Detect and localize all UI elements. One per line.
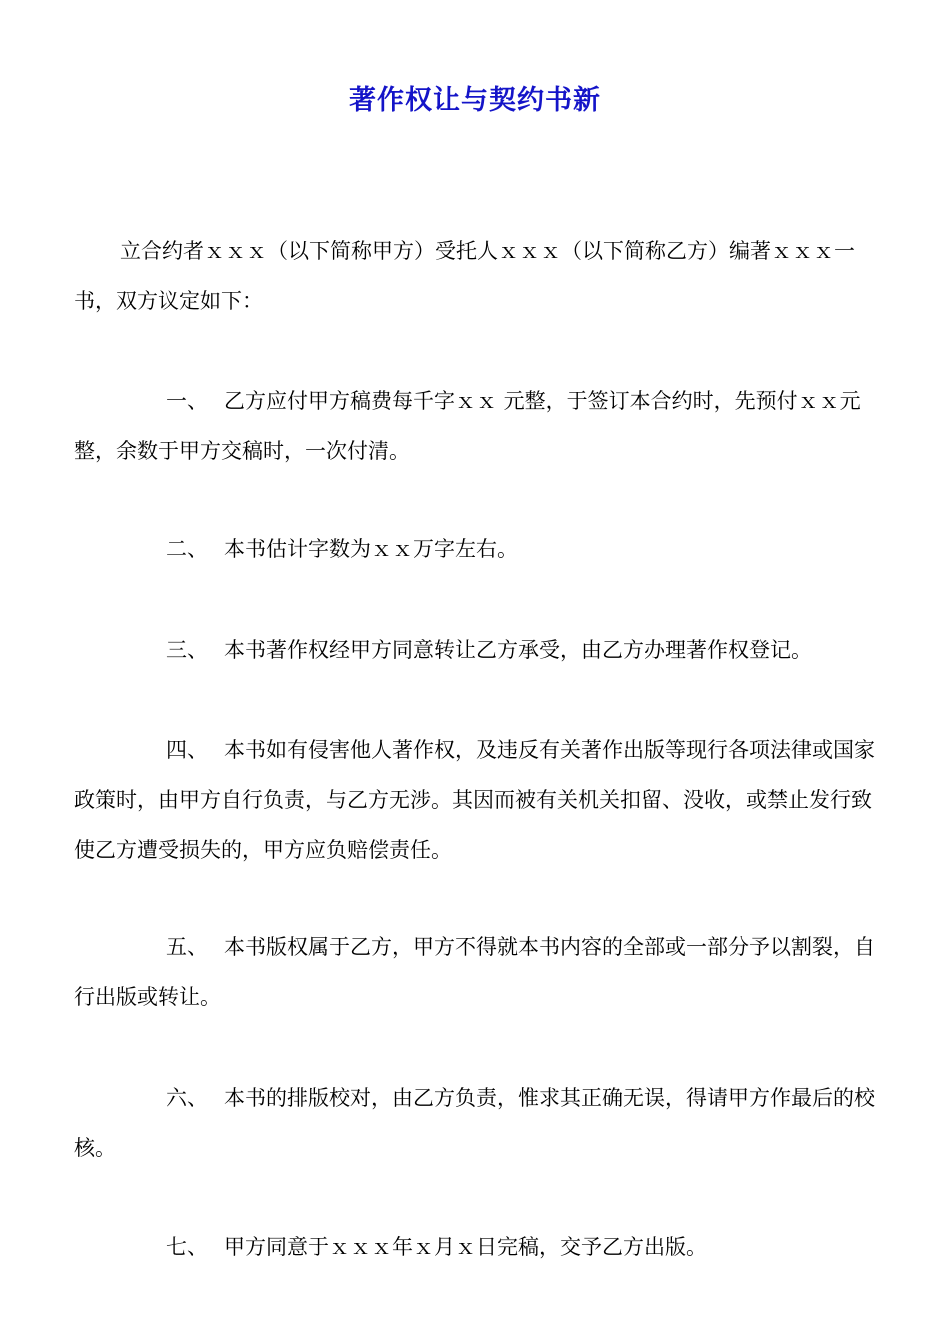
clause-3 — [74, 625, 880, 675]
clause-1 — [74, 376, 880, 476]
clause-6 — [74, 1073, 880, 1173]
clause-text: 本书估计字数为ｘｘ万字左右。 — [224, 537, 518, 561]
clause-5 — [74, 922, 880, 1022]
clause-number: 一、 — [166, 389, 208, 413]
clause-number: 二、 — [166, 537, 208, 561]
document-title: 著作权让与契约书新 — [349, 85, 601, 116]
clause-number: 五、 — [166, 935, 208, 959]
clause-text: 本书的排版校对，由乙方负责，惟求其正确无误，得请甲方作最后的校核。 — [74, 1086, 875, 1160]
clause-number: 三、 — [166, 638, 208, 662]
intro-paragraph: 立合约者ｘｘｘ（以下简称甲方）受托人ｘｘｘ（以下简称乙方）编著ｘｘｘ一书，双方议定如下： — [74, 239, 855, 313]
clause-text: 本书著作权经甲方同意转让乙方承受，由乙方办理著作权登记。 — [224, 638, 812, 662]
clause-4 — [74, 725, 880, 875]
clause-number: 六、 — [166, 1086, 208, 1110]
clause-number: 七、 — [166, 1235, 208, 1259]
clause-text: 甲方同意于ｘｘｘ年ｘ月ｘ日完稿，交予乙方出版。 — [224, 1235, 707, 1259]
clause-2 — [74, 524, 880, 574]
clause-number: 四、 — [166, 738, 208, 762]
clause-7 — [74, 1222, 880, 1272]
clause-text: 本书如有侵害他人著作权，及违反有关著作出版等现行各项法律或国家政策时，由甲方自行负责，与乙方无涉。其因而被有关机关扣留、没收，或禁止发行致使乙方遭受损失的，甲方应负赔偿责任。 — [74, 738, 875, 862]
clause-text: 本书版权属于乙方，甲方不得就本书内容的全部或一部分予以割裂，自行出版或转让。 — [74, 935, 875, 1009]
clause-text: 乙方应付甲方稿费每千字ｘｘ 元整，于签订本合约时，先预付ｘｘ元整，余数于甲方交稿时，一次付清。 — [74, 389, 861, 463]
